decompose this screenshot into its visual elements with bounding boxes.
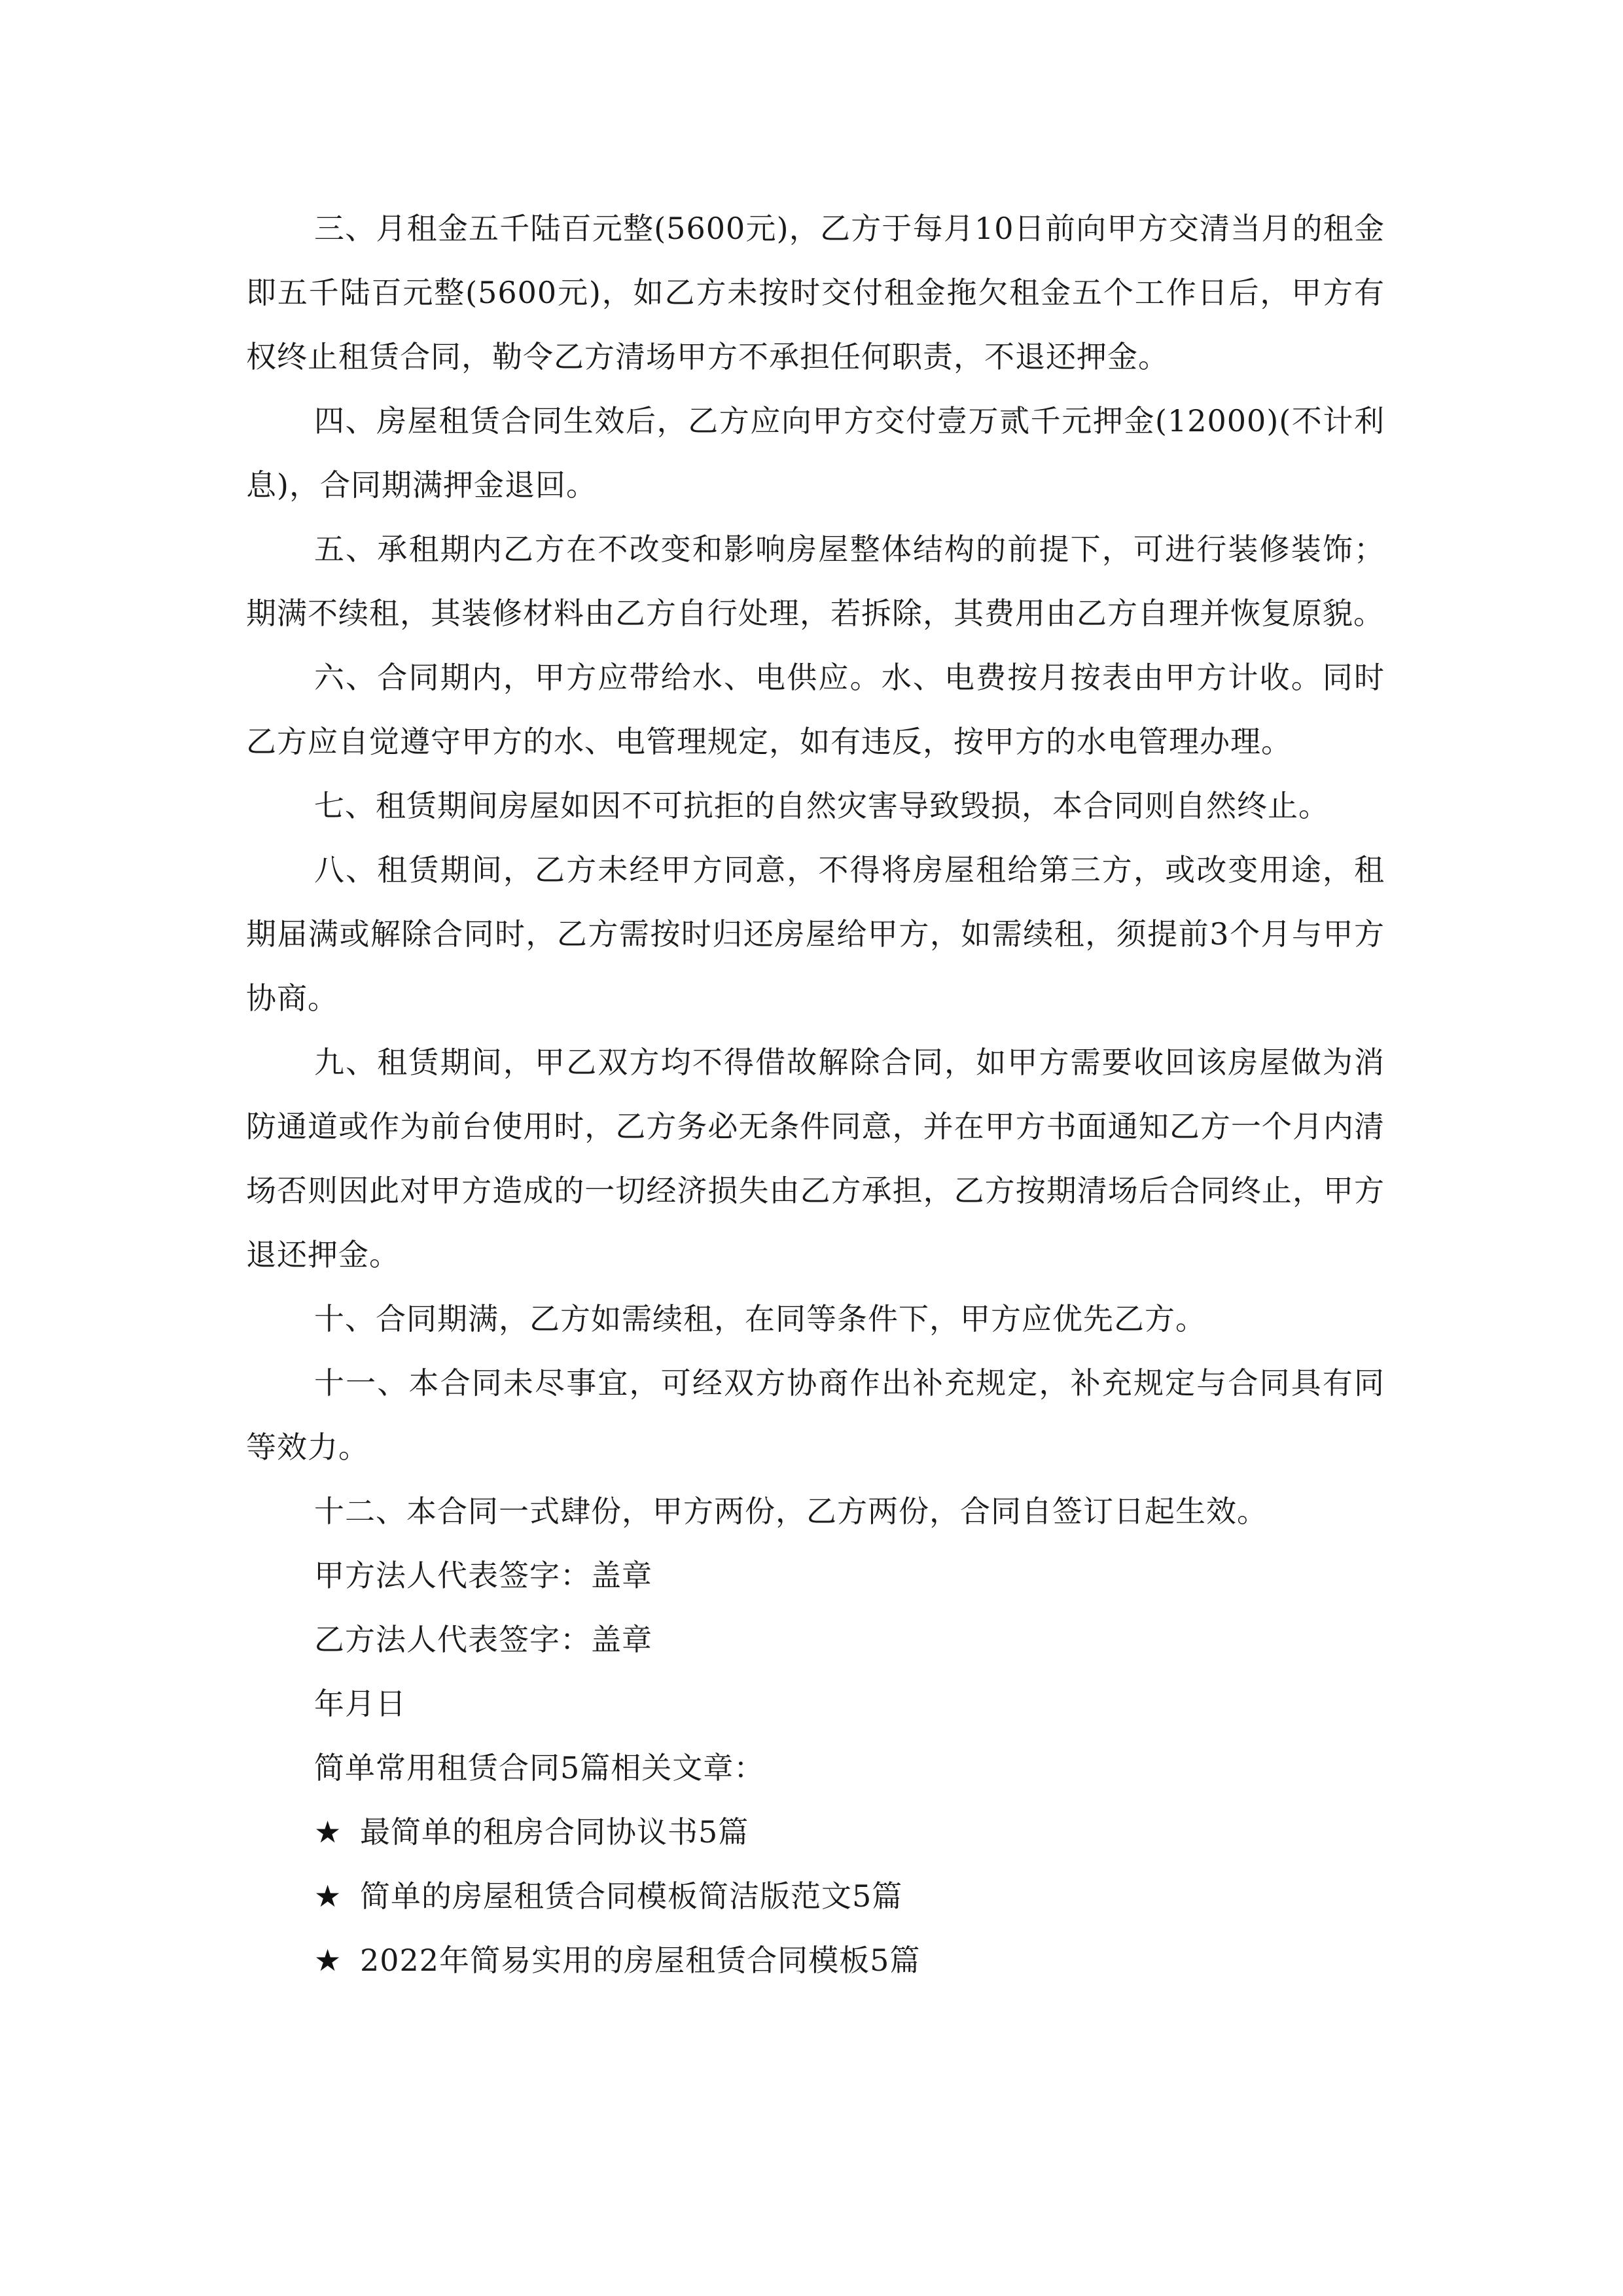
star-icon: ★ (314, 1943, 342, 1978)
related-article-item[interactable] (246, 1864, 1385, 1928)
signature-date: 年月日 (314, 1686, 406, 1721)
party-a-signature: 甲方法人代表签字：盖章 (314, 1558, 652, 1593)
clause-11: 十一、本合同未尽事宜，可经双方协商作出补充规定，补充规定与合同具有同等效力。 (246, 1365, 1385, 1465)
party-b-signature: 乙方法人代表签字：盖章 (314, 1622, 652, 1657)
clause-6: 六、合同期内，甲方应带给水、电供应。水、电费按月按表由甲方计收。同时乙方应自觉遵守甲方的水、电管理规定，如有违反，按甲方的水电管理办理。 (246, 660, 1385, 759)
clause-4: 四、房屋租赁合同生效后，乙方应向甲方交付壹万贰千元押金(12000)(不计利息)，合同期满押金退回。 (246, 403, 1385, 503)
star-icon: ★ (314, 1878, 342, 1914)
related-article-link[interactable]: 简单的房屋租赁合同模板简洁版范文5篇 (360, 1878, 903, 1914)
clause-9: 九、租赁期间，甲乙双方均不得借故解除合同，如甲方需要收回该房屋做为消防通道或作为前台使用时，乙方务必无条件同意，并在甲方书面通知乙方一个月内清场否则因此对甲方造成的一切经济损失由乙方承担，乙方按期清场后合同终止，甲方退还押金。 (246, 1045, 1385, 1272)
related-article-link[interactable]: 2022年简易实用的房屋租赁合同模板5篇 (360, 1943, 921, 1978)
document-body (246, 196, 1385, 1992)
clause-12: 十二、本合同一式肆份，甲方两份，乙方两份，合同自签订日起生效。 (314, 1494, 1268, 1529)
clause-10: 十、合同期满，乙方如需续租，在同等条件下，甲方应优先乙方。 (314, 1301, 1206, 1336)
clause-5: 五、承租期内乙方在不改变和影响房屋整体结构的前提下，可进行装修装饰；期满不续租，其装修材料由乙方自行处理，若拆除，其费用由乙方自理并恢复原貌。 (246, 531, 1385, 631)
clause-7: 七、租赁期间房屋如因不可抗拒的自然灾害导致毁损，本合同则自然终止。 (314, 788, 1329, 823)
related-article-item[interactable] (246, 1928, 1385, 1992)
clause-8: 八、租赁期间，乙方未经甲方同意，不得将房屋租给第三方，或改变用途，租期届满或解除合同时，乙方需按时归还房屋给甲方，如需续租，须提前3个月与甲方协商。 (246, 852, 1385, 1016)
related-article-link[interactable]: 最简单的租房合同协议书5篇 (360, 1814, 749, 1850)
clause-3: 三、月租金五千陆百元整(5600元)，乙方于每月10日前向甲方交清当月的租金即五千陆百元整(5600元)，如乙方未按时交付租金拖欠租金五个工作日后，甲方有权终止租赁合同，勒令乙方清场甲方不承担任何职责，不退还押金。 (246, 211, 1385, 374)
related-articles-heading: 简单常用租赁合同5篇相关文章： (314, 1750, 765, 1785)
related-article-item[interactable] (246, 1800, 1385, 1864)
star-icon: ★ (314, 1814, 342, 1850)
